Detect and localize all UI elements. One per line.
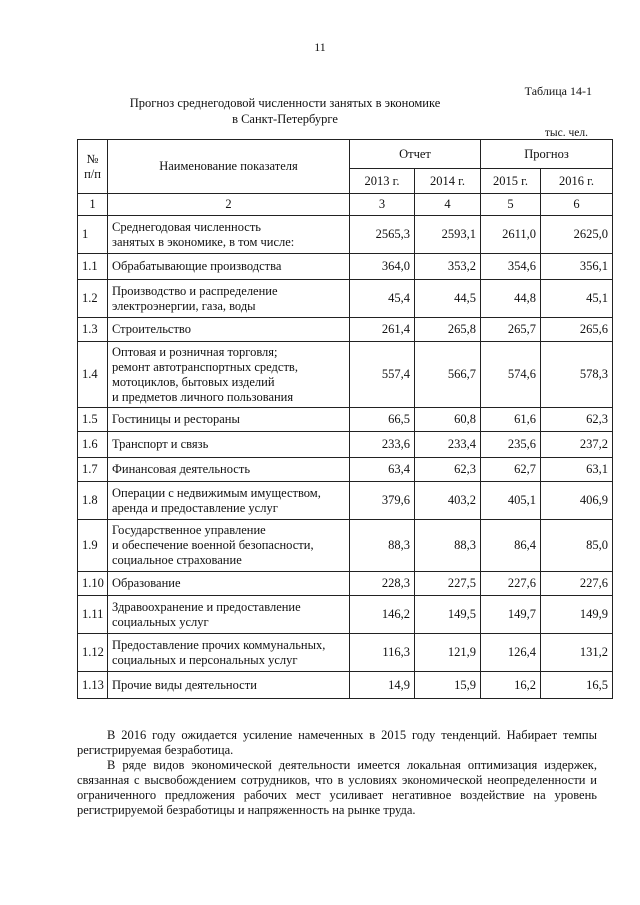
row-value: 235,6 <box>481 432 541 458</box>
col-number: 6 <box>541 194 613 216</box>
table-body <box>78 216 613 699</box>
row-value: 149,9 <box>541 596 613 634</box>
col-header-number-line2: п/п <box>84 166 101 181</box>
row-number: 1.5 <box>78 408 108 432</box>
table-label: Таблица 14-1 <box>524 84 592 98</box>
row-value: 16,2 <box>481 672 541 699</box>
row-name-line: социальных и персональных услуг <box>112 652 298 667</box>
row-value: 364,0 <box>350 254 415 280</box>
row-name <box>108 634 350 672</box>
row-value: 356,1 <box>541 254 613 280</box>
row-value: 379,6 <box>350 482 415 520</box>
row-name-line: мотоциклов, бытовых изделий <box>112 374 275 389</box>
col-header-number-line1: № <box>86 151 99 166</box>
row-name-line: Финансовая деятельность <box>112 462 251 476</box>
row-number: 1.3 <box>78 318 108 342</box>
row-value: 2625,0 <box>541 216 613 254</box>
row-name-line: социальное страхование <box>112 553 242 567</box>
row-value: 233,4 <box>415 432 481 458</box>
row-value: 88,3 <box>415 520 481 572</box>
row-name <box>108 254 350 280</box>
row-name-line: аренда и предоставление услуг <box>112 500 278 515</box>
row-value: 227,6 <box>481 572 541 596</box>
row-name-line: Образование <box>112 576 181 590</box>
row-name-line: Обрабатывающие производства <box>112 259 282 273</box>
row-value: 44,5 <box>415 280 481 318</box>
row-number: 1.1 <box>78 254 108 280</box>
paragraph: В 2016 году ожидается усиление намеченных в 2015 году тенденций. Набирает темпы регистрируемая безработица. <box>77 728 597 757</box>
row-name-line: Строительство <box>112 322 192 336</box>
row-name <box>108 572 350 596</box>
row-value: 146,2 <box>350 596 415 634</box>
row-value: 574,6 <box>481 342 541 408</box>
forecast-table <box>77 139 613 699</box>
row-value: 63,1 <box>541 458 613 482</box>
paragraph: В ряде видов экономической деятельности имеется локальная оптимизация издержек, связанная с высвобождением сотрудников, что в условиях экономической неопределенности и ограниченного предложения рабочих мест усиливает негативное воздействие на уровень регистрируемой безработицы и напряженность на рынке труда. <box>77 758 597 817</box>
col-header-year: 2014 г. <box>415 169 481 194</box>
row-name-line: электроэнергии, газа, воды <box>112 298 256 313</box>
row-value: 265,7 <box>481 318 541 342</box>
row-name <box>108 216 350 254</box>
table-row <box>78 458 613 482</box>
col-number: 3 <box>350 194 415 216</box>
row-value: 116,3 <box>350 634 415 672</box>
row-name <box>108 432 350 458</box>
row-value: 60,8 <box>415 408 481 432</box>
table-row <box>78 280 613 318</box>
row-name-line: Прочие виды деятельности <box>112 677 257 692</box>
row-value: 126,4 <box>481 634 541 672</box>
col-header-year: 2016 г. <box>541 169 613 194</box>
row-value: 354,6 <box>481 254 541 280</box>
row-name <box>108 342 350 408</box>
row-name-line: ремонт автотранспортных средств, <box>112 359 298 374</box>
col-number: 1 <box>78 194 108 216</box>
row-name-line: Оптовая и розничная торговля; <box>112 344 278 359</box>
row-value: 62,7 <box>481 458 541 482</box>
row-value: 406,9 <box>541 482 613 520</box>
row-name <box>108 520 350 572</box>
table-row <box>78 216 613 254</box>
row-value: 2565,3 <box>350 216 415 254</box>
row-value: 86,4 <box>481 520 541 572</box>
row-number: 1.2 <box>78 280 108 318</box>
row-number: 1.10 <box>78 572 108 596</box>
row-value: 149,7 <box>481 596 541 634</box>
row-name-line: Гостиницы и рестораны <box>112 412 240 426</box>
body-text <box>77 728 597 818</box>
row-value: 45,4 <box>350 280 415 318</box>
col-header-forecast: Прогноз <box>481 140 613 169</box>
row-value: 15,9 <box>415 672 481 699</box>
page-number: 11 <box>314 40 326 54</box>
row-number: 1 <box>78 216 108 254</box>
row-name-line: Операции с недвижимым имуществом, <box>112 485 321 500</box>
row-value: 403,2 <box>415 482 481 520</box>
row-value: 228,3 <box>350 572 415 596</box>
row-value: 61,6 <box>481 408 541 432</box>
row-number: 1.11 <box>78 596 108 634</box>
row-value: 265,6 <box>541 318 613 342</box>
row-value: 14,9 <box>350 672 415 699</box>
row-value: 237,2 <box>541 432 613 458</box>
row-value: 227,6 <box>541 572 613 596</box>
col-number: 4 <box>415 194 481 216</box>
row-name <box>108 318 350 342</box>
row-number: 1.12 <box>78 634 108 672</box>
table-row <box>78 572 613 596</box>
row-name <box>108 482 350 520</box>
table-row <box>78 672 613 699</box>
row-value: 265,8 <box>415 318 481 342</box>
row-name-line: Производство и распределение <box>112 283 278 298</box>
row-value: 88,3 <box>350 520 415 572</box>
row-number: 1.7 <box>78 458 108 482</box>
col-header-number <box>78 140 108 194</box>
row-name <box>108 596 350 634</box>
row-name-line: Здравоохранение и предоставление <box>112 599 301 614</box>
row-name-line: занятых в экономике, в том числе: <box>112 234 295 249</box>
row-value: 405,1 <box>481 482 541 520</box>
row-value: 131,2 <box>541 634 613 672</box>
row-name-line: Среднегодовая численность <box>112 219 262 234</box>
row-value: 62,3 <box>541 408 613 432</box>
row-number: 1.6 <box>78 432 108 458</box>
table-title <box>90 95 480 127</box>
row-value: 149,5 <box>415 596 481 634</box>
col-header-year: 2013 г. <box>350 169 415 194</box>
row-number: 1.9 <box>78 520 108 572</box>
row-name <box>108 408 350 432</box>
row-value: 85,0 <box>541 520 613 572</box>
row-value: 45,1 <box>541 280 613 318</box>
row-value: 578,3 <box>541 342 613 408</box>
row-value: 557,4 <box>350 342 415 408</box>
row-name-line: и предметов личного пользования <box>112 389 294 404</box>
row-number: 1.13 <box>78 672 108 699</box>
row-value: 227,5 <box>415 572 481 596</box>
row-value: 566,7 <box>415 342 481 408</box>
col-header-year: 2015 г. <box>481 169 541 194</box>
row-number: 1.4 <box>78 342 108 408</box>
row-value: 2611,0 <box>481 216 541 254</box>
table-row <box>78 520 613 572</box>
title-line-2: в Санкт-Петербурге <box>232 112 338 126</box>
row-value: 62,3 <box>415 458 481 482</box>
table-row <box>78 408 613 432</box>
table-row <box>78 634 613 672</box>
row-name <box>108 458 350 482</box>
row-name <box>108 672 350 699</box>
row-value: 63,4 <box>350 458 415 482</box>
row-name-line: социальных услуг <box>112 614 209 629</box>
row-name-line: Транспорт и связь <box>112 437 209 451</box>
row-name-line: и обеспечение военной безопасности, <box>112 538 314 552</box>
table-row <box>78 432 613 458</box>
col-header-name: Наименование показателя <box>108 140 350 194</box>
col-number: 5 <box>481 194 541 216</box>
table-row <box>78 318 613 342</box>
row-name-line: Предоставление прочих коммунальных, <box>112 637 326 652</box>
col-header-report: Отчет <box>350 140 481 169</box>
row-value: 66,5 <box>350 408 415 432</box>
table-row <box>78 596 613 634</box>
row-value: 233,6 <box>350 432 415 458</box>
table-row <box>78 482 613 520</box>
row-value: 44,8 <box>481 280 541 318</box>
row-value: 16,5 <box>541 672 613 699</box>
table-row <box>78 254 613 280</box>
row-number: 1.8 <box>78 482 108 520</box>
table-row <box>78 342 613 408</box>
title-line-1: Прогноз среднегодовой численности занятых в экономике <box>129 96 441 110</box>
row-value: 121,9 <box>415 634 481 672</box>
row-name-line: Государственное управление <box>112 523 266 537</box>
row-name <box>108 280 350 318</box>
row-value: 2593,1 <box>415 216 481 254</box>
units-label: тыс. чел. <box>544 127 588 139</box>
row-value: 353,2 <box>415 254 481 280</box>
col-number: 2 <box>108 194 350 216</box>
row-value: 261,4 <box>350 318 415 342</box>
